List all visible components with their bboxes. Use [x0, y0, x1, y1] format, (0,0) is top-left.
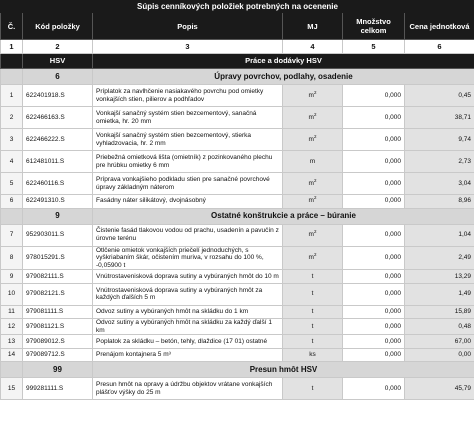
item-unit [283, 335, 343, 349]
section-header-row [1, 54, 474, 69]
item-unit-price: 2,73 [405, 151, 474, 173]
item-description: Otlčenie omietok vonkajších priečelí jednoduchých, s vyškriabaním škár, očistením muriva, v rozsahu do 100 %, -0,05900 t [93, 246, 283, 270]
section-gap [1, 54, 23, 69]
item-number: 11 [1, 305, 23, 319]
subsection-name: Úpravy povrchov, podlahy, osadenie [93, 69, 474, 85]
item-unit-exponent: 2 [313, 133, 317, 139]
item-quantity: 0,000 [343, 85, 405, 107]
table-row [1, 224, 474, 246]
table-row [1, 107, 474, 129]
item-code: 978015291.S [23, 246, 93, 270]
col-header-qty: Množstvo celkom [343, 13, 405, 40]
table-row [1, 129, 474, 151]
subsection-code: 6 [23, 69, 93, 85]
item-unit-price: 15,89 [405, 305, 474, 319]
item-code: 979082111.S [23, 270, 93, 284]
col-number-4: 4 [283, 40, 343, 54]
item-unit [283, 378, 343, 400]
item-number: 10 [1, 283, 23, 305]
table-row [1, 151, 474, 173]
item-unit-text: m [308, 231, 314, 239]
item-code: 999281111.S [23, 378, 93, 400]
item-number: 3 [1, 129, 23, 151]
item-unit-price: 3,04 [405, 173, 474, 195]
item-unit-price: 67,00 [405, 335, 474, 349]
table-row [1, 348, 474, 362]
item-unit-text: t [311, 337, 314, 345]
item-unit [283, 283, 343, 305]
item-code: 622491310.S [23, 195, 93, 209]
item-description: Vnútrostavenisková doprava sutiny a vybúraných hmôt za každých ďalších 5 m [93, 283, 283, 305]
col-number-2: 2 [23, 40, 93, 54]
item-unit-price: 1,04 [405, 224, 474, 246]
item-unit-price: 8,96 [405, 195, 474, 209]
item-unit [283, 246, 343, 270]
item-number: 7 [1, 224, 23, 246]
item-unit-price: 0,48 [405, 319, 474, 335]
section-code: HSV [23, 54, 93, 69]
table-row [1, 270, 474, 284]
subsection-name: Ostatné konštrukcie a práce – búranie [93, 208, 474, 224]
item-unit [283, 85, 343, 107]
col-header-no: Č. [1, 13, 23, 40]
item-description: Presun hmôt na opravy a údržbu objektov vrátane vonkajších plášťov výšky do 25 m [93, 378, 283, 400]
item-quantity: 0,000 [343, 348, 405, 362]
item-unit-exponent: 2 [313, 229, 317, 235]
item-description: Príprava vonkajšieho podkladu stien pre sanačné povrchové úpravy základným náterom [93, 173, 283, 195]
item-description: Čistenie fasád tlakovou vodou od prachu, usadenín a pavučín z úrovne terénu [93, 224, 283, 246]
item-quantity: 0,000 [343, 151, 405, 173]
subsection-header-row [1, 362, 474, 378]
item-quantity: 0,000 [343, 224, 405, 246]
item-unit-text: m [308, 91, 314, 99]
item-unit-price: 45,79 [405, 378, 474, 400]
item-unit [283, 319, 343, 335]
item-quantity: 0,000 [343, 305, 405, 319]
item-unit-text: m [308, 254, 314, 262]
col-header-desc: Popis [93, 13, 283, 40]
table-row [1, 195, 474, 209]
item-unit [283, 107, 343, 129]
item-code: 979082121.S [23, 283, 93, 305]
subsection-gap [1, 208, 23, 224]
item-unit-text: m [308, 135, 314, 143]
item-quantity: 0,000 [343, 378, 405, 400]
item-unit [283, 173, 343, 195]
item-unit-text: m [308, 179, 314, 187]
subsection-name: Presun hmôt HSV [93, 362, 474, 378]
item-description: Poplatok za skládku – betón, tehly, dlaždice (17 01) ostatné [93, 335, 283, 349]
table-row [1, 283, 474, 305]
table-row [1, 305, 474, 319]
item-number: 5 [1, 173, 23, 195]
table-row [1, 378, 474, 400]
col-number-3: 3 [93, 40, 283, 54]
item-unit-text: ks [309, 351, 316, 359]
item-code: 979089712.S [23, 348, 93, 362]
subsection-gap [1, 362, 23, 378]
item-number: 8 [1, 246, 23, 270]
item-unit-text: t [311, 308, 314, 316]
item-quantity: 0,000 [343, 107, 405, 129]
item-unit [283, 195, 343, 209]
item-quantity: 0,000 [343, 283, 405, 305]
item-unit-text: t [311, 272, 314, 280]
section-name: Práce a dodávky HSV [93, 54, 474, 69]
item-code: 979081111.S [23, 305, 93, 319]
item-unit [283, 224, 343, 246]
item-description: Priebežná omietková lišta (omietník) z pozinkovaného plechu pre hrúbku omietky 6 mm [93, 151, 283, 173]
item-number: 6 [1, 195, 23, 209]
item-unit-price: 9,74 [405, 129, 474, 151]
item-unit-text: t [311, 385, 314, 393]
item-number: 14 [1, 348, 23, 362]
item-description: Príplatok za navlhčenie nasiakavého povrchu pod omietky vonkajších stien, pilierov a podhľadov [93, 85, 283, 107]
item-unit-exponent: 2 [313, 111, 317, 117]
subsection-code: 9 [23, 208, 93, 224]
col-header-mj: MJ [283, 13, 343, 40]
item-quantity: 0,000 [343, 270, 405, 284]
item-code: 952903011.S [23, 224, 93, 246]
item-number: 2 [1, 107, 23, 129]
subsection-header-row [1, 208, 474, 224]
item-unit [283, 270, 343, 284]
table-row [1, 173, 474, 195]
item-description: Vonkajší sanačný systém stien bezcementový, sanačná omietka, hr. 20 mm [93, 107, 283, 129]
item-unit [283, 151, 343, 173]
item-unit-text: m [309, 157, 316, 165]
item-quantity: 0,000 [343, 335, 405, 349]
item-quantity: 0,000 [343, 246, 405, 270]
item-code: 622460116.S [23, 173, 93, 195]
item-unit-exponent: 2 [313, 177, 317, 183]
item-unit-price: 13,29 [405, 270, 474, 284]
col-header-code: Kód položky [23, 13, 93, 40]
subsection-code: 99 [23, 362, 93, 378]
item-code: 622401918.S [23, 85, 93, 107]
item-description: Odvoz sutiny a vybúraných hmôt na skládku do 1 km [93, 305, 283, 319]
item-quantity: 0,000 [343, 129, 405, 151]
table-row [1, 335, 474, 349]
item-description: Prenájom kontajnera 5 m³ [93, 348, 283, 362]
item-quantity: 0,000 [343, 195, 405, 209]
subsection-header-row [1, 69, 474, 85]
item-number: 12 [1, 319, 23, 335]
item-code: 979081121.S [23, 319, 93, 335]
item-unit-price: 1,49 [405, 283, 474, 305]
item-unit-price: 38,71 [405, 107, 474, 129]
item-unit-exponent: 2 [313, 195, 317, 201]
item-unit-price: 0,45 [405, 85, 474, 107]
table-title: Súpis cenníkových položiek potrebných na ocenenie [1, 1, 474, 13]
item-code: 612481011.S [23, 151, 93, 173]
item-number: 15 [1, 378, 23, 400]
item-unit-price: 2,49 [405, 246, 474, 270]
item-unit [283, 348, 343, 362]
item-code: 622466222.S [23, 129, 93, 151]
item-unit-text: m [308, 197, 314, 205]
item-unit-text: m [308, 113, 314, 121]
item-unit-text: t [311, 323, 314, 331]
item-number: 13 [1, 335, 23, 349]
item-description: Vnútrostavenisková doprava sutiny a vybúraných hmôt do 10 m [93, 270, 283, 284]
table-row [1, 85, 474, 107]
item-unit [283, 305, 343, 319]
item-description: Vonkajší sanačný systém stien bezcementový, stierka vyhladzovacia, hr. 2 mm [93, 129, 283, 151]
subsection-gap [1, 69, 23, 85]
item-quantity: 0,000 [343, 173, 405, 195]
table-row [1, 319, 474, 335]
item-unit-text: t [311, 290, 314, 298]
col-header-price: Cena jednotková [405, 13, 474, 40]
item-description: Odvoz sutiny a vybúraných hmôt na skládku za každý ďalší 1 km [93, 319, 283, 335]
col-number-5: 5 [343, 40, 405, 54]
item-unit-exponent: 2 [313, 89, 317, 95]
item-number: 4 [1, 151, 23, 173]
item-number: 9 [1, 270, 23, 284]
item-unit-exponent: 2 [313, 251, 317, 257]
item-code: 979089012.S [23, 335, 93, 349]
item-code: 622466163.S [23, 107, 93, 129]
item-description: Fasádny náter silikátový, dvojnásobný [93, 195, 283, 209]
col-number-6: 6 [405, 40, 474, 54]
item-unit [283, 129, 343, 151]
item-quantity: 0,000 [343, 319, 405, 335]
item-number: 1 [1, 85, 23, 107]
item-unit-price: 0,00 [405, 348, 474, 362]
col-number-1: 1 [1, 40, 23, 54]
table-row [1, 246, 474, 270]
